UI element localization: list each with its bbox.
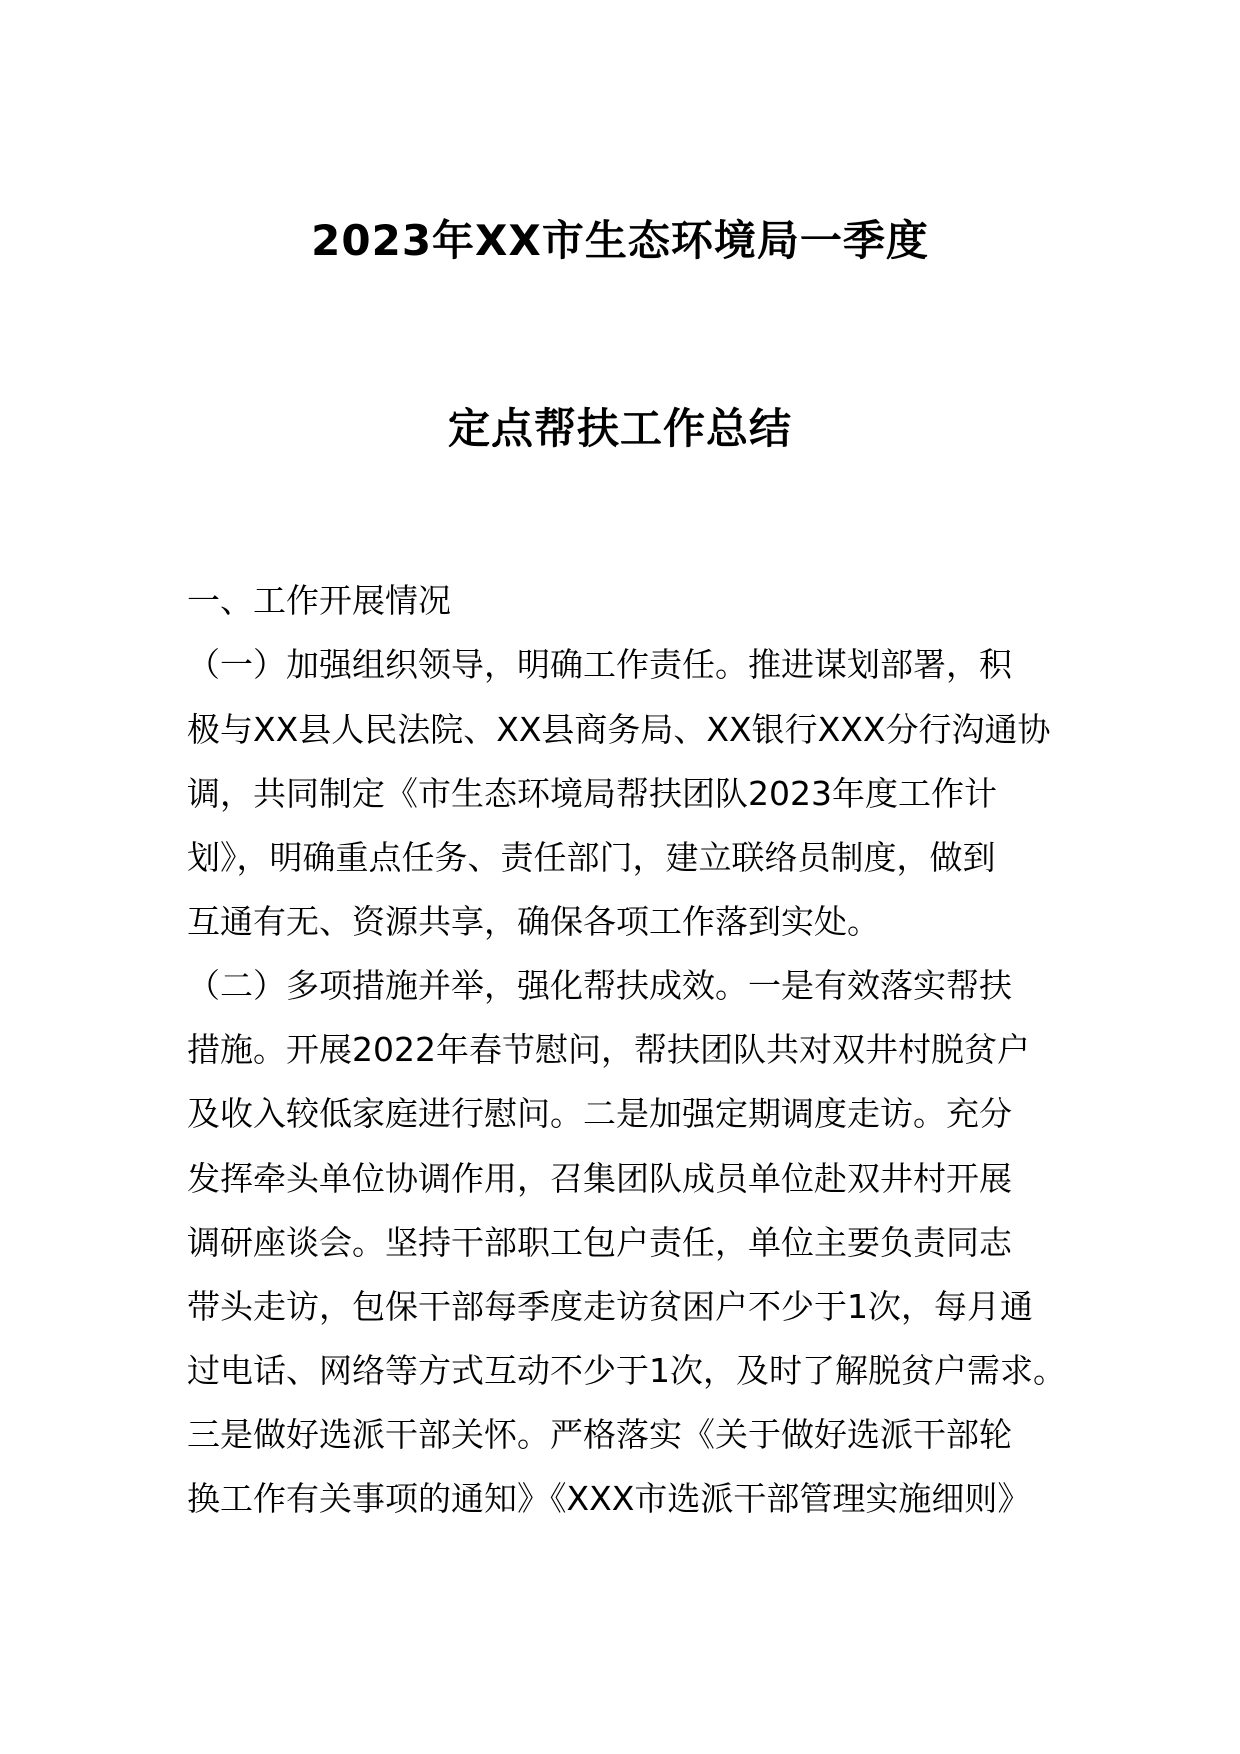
body-line: （一）加强组织领导，明确工作责任。推进谋划部署，积 bbox=[187, 645, 1012, 684]
body-line: 发挥牵头单位协调作用，召集团队成员单位赴双井村开展 bbox=[187, 1159, 1012, 1198]
document-title-line-1: 2023年XX市生态环境局一季度 bbox=[311, 216, 929, 265]
body-line: 三是做好选派干部关怀。严格落实《关于做好选派干部轮 bbox=[187, 1415, 1012, 1454]
body-line: 互通有无、资源共享，确保各项工作落到实处。 bbox=[187, 902, 880, 941]
body-line: 极与XX县人民法院、XX县商务局、XX银行XXX分行沟通协 bbox=[187, 710, 1051, 749]
section-heading: 一、工作开展情况 bbox=[187, 581, 451, 620]
body-line: （二）多项措施并举，强化帮扶成效。一是有效落实帮扶 bbox=[187, 966, 1012, 1005]
body-line: 带头走访，包保干部每季度走访贫困户不少于1次，每月通 bbox=[187, 1287, 1033, 1326]
document-title-line-2: 定点帮扶工作总结 bbox=[447, 404, 792, 453]
body-line: 调，共同制定《市生态环境局帮扶团队2023年度工作计 bbox=[187, 774, 997, 813]
body-line: 划》，明确重点任务、责任部门，建立联络员制度，做到 bbox=[187, 838, 996, 877]
body-line: 调研座谈会。坚持干部职工包户责任，单位主要负责同志 bbox=[187, 1223, 1012, 1262]
body-line: 措施。开展2022年春节慰问，帮扶团队共对双井村脱贫户 bbox=[187, 1030, 1030, 1069]
body-line: 过电话、网络等方式互动不少于1次，及时了解脱贫户需求。 bbox=[187, 1351, 1066, 1390]
body-line: 换工作有关事项的通知》《XXX市选派干部管理实施细则》 bbox=[187, 1479, 1031, 1518]
body-line: 及收入较低家庭进行慰问。二是加强定期调度走访。充分 bbox=[187, 1094, 1012, 1133]
